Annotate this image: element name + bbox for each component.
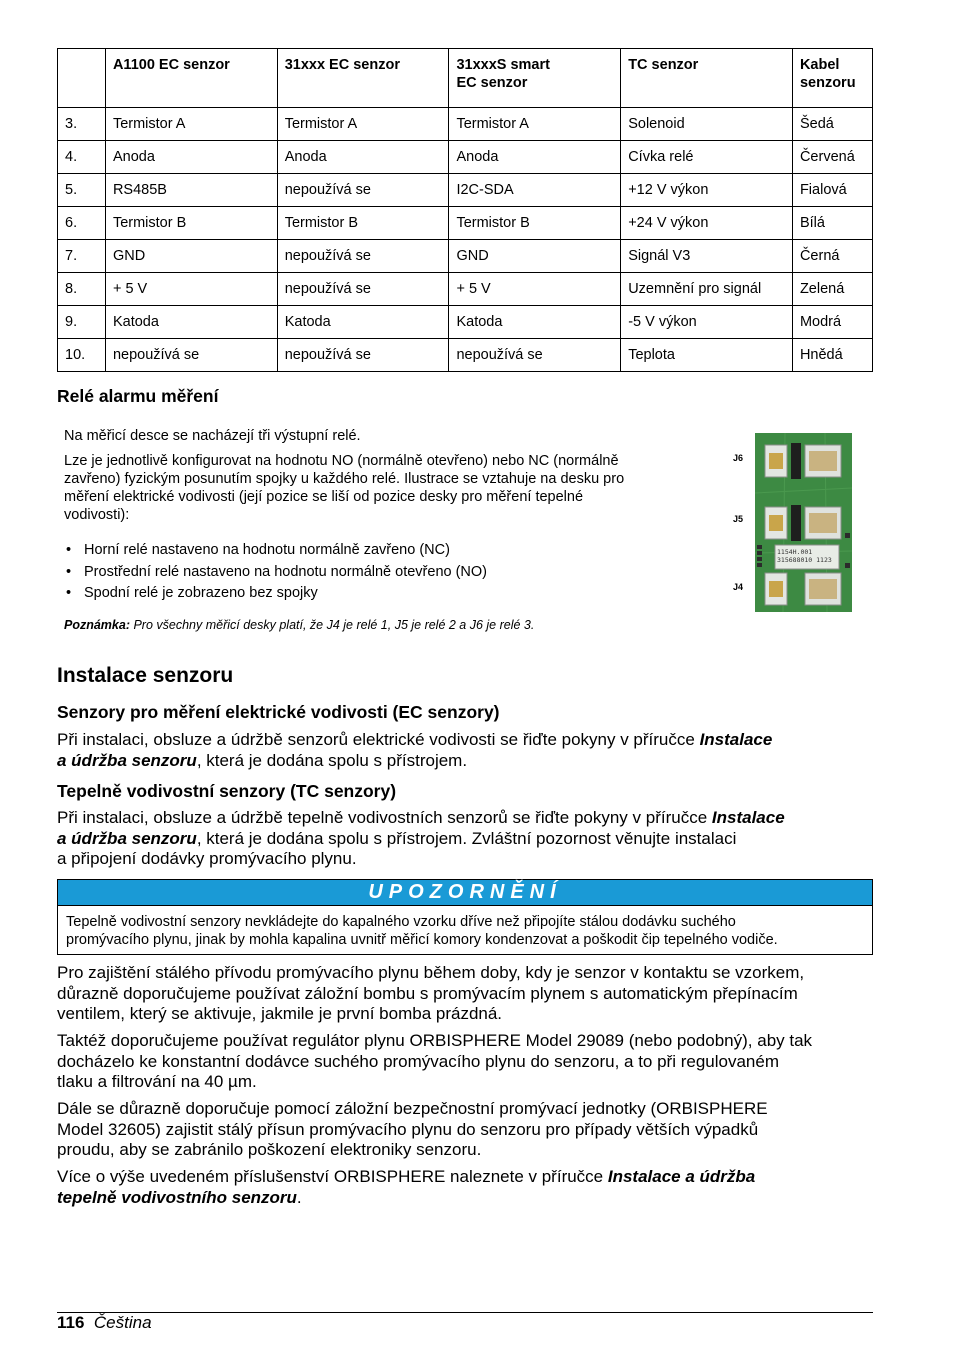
- table-cell: +12 V výkon: [621, 174, 793, 207]
- board-chip-label: 1154H.001 315688010 1123: [777, 548, 832, 564]
- relay-description: Lze je jednotlivě konfigurovat na hodnotu NO (normálně otevřeno) nebo NC (normálně zavřeno) fyzickým posunutím spojky u každého relé. Ilustrace se vztahuje na desku pro měření elektrické vodivosti (její pozice se liší od pozice desky pro měření tepelné vodivosti):: [64, 453, 625, 523]
- tc-paragraph: Při instalaci, obsluze a údržbě tepelně vodivostních senzorů se řiďte pokyny v příručce Instalace a údržba senzoru, která je dodána spolu s přístrojem. Zvláštní pozornost věnujte instalaci a připojení dodávky promývacího plynu.: [57, 808, 785, 868]
- table-cell: I2C-SDA: [449, 174, 621, 207]
- paragraph-gas-regulator: Taktéž doporučujeme používat regulátor plynu ORBISPHERE Model 29089 (nebo podobný), aby tak docházelo ke konstantní dodávce suchého promývacího plynu do senzoru, a to při regulovaném tlaku a filtrování na 40 µm.: [57, 1031, 813, 1091]
- table-cell: Signál V3: [621, 240, 793, 273]
- table-cell: Zelená: [792, 273, 872, 306]
- table-row: [58, 240, 873, 273]
- table-cell: Katoda: [105, 306, 277, 339]
- table-cell: 5.: [58, 174, 106, 207]
- table-cell: Termistor A: [277, 108, 449, 141]
- table-row: [58, 273, 873, 306]
- table-cell: Anoda: [277, 141, 449, 174]
- table-row: [58, 306, 873, 339]
- table-header-cell: A1100 EC senzor: [105, 49, 277, 108]
- relay-bullet-list: [64, 541, 704, 606]
- table-cell: Termistor A: [105, 108, 277, 141]
- note-label: Poznámka:: [64, 618, 130, 632]
- table-cell: Hnědá: [792, 339, 872, 372]
- table-cell: Černá: [792, 240, 872, 273]
- table-header-cell: 31xxx EC senzor: [277, 49, 449, 108]
- relay-section-title: Relé alarmu měření: [57, 386, 219, 406]
- table-cell: Termistor B: [105, 207, 277, 240]
- relay-note: [64, 618, 534, 632]
- list-item: • Prostřední relé nastaveno na hodnotu normálně otevřeno (NO): [64, 563, 704, 585]
- table-cell: nepoužívá se: [449, 339, 621, 372]
- table-cell: Modrá: [792, 306, 872, 339]
- page-number: 116: [57, 1313, 85, 1332]
- warning-heading: UPOZORNĚNÍ: [58, 880, 872, 906]
- table-cell: GND: [105, 240, 277, 273]
- table-cell: 10.: [58, 339, 106, 372]
- table-cell: Uzemnění pro signál: [621, 273, 793, 306]
- table-cell: Cívka relé: [621, 141, 793, 174]
- table-cell: Termistor B: [449, 207, 621, 240]
- table-row: [58, 141, 873, 174]
- table-cell: GND: [449, 240, 621, 273]
- ec-section-title: Senzory pro měření elektrické vodivosti (EC senzory): [57, 702, 500, 722]
- ec-paragraph: Při instalaci, obsluze a údržbě senzorů elektrické vodivosti se řiďte pokyny v příručce Instalace a údržba senzoru, která je dodána spolu s přístrojem.: [57, 730, 773, 770]
- table-cell: Termistor A: [449, 108, 621, 141]
- table-header-cell: [58, 49, 106, 108]
- table-cell: Katoda: [277, 306, 449, 339]
- paragraph-purge-unit: Dále se důrazně doporučuje pomocí záložní bezpečnostní promývací jednotky (ORBISPHERE Model 32605) zajistit stálý přísun promývacího plynu do senzoru pro případy větších výpadků proudu, aby se zabránilo poškození elektroniky senzoru.: [57, 1099, 768, 1159]
- table-cell: 4.: [58, 141, 106, 174]
- table-cell: RS485B: [105, 174, 277, 207]
- table-cell: Červená: [792, 141, 872, 174]
- table-cell: nepoužívá se: [277, 339, 449, 372]
- footer-divider: [57, 1312, 873, 1313]
- table-cell: Solenoid: [621, 108, 793, 141]
- figure-label-j5: J5: [733, 514, 744, 524]
- install-section-title: Instalace senzoru: [57, 664, 234, 687]
- list-item: • Spodní relé je zobrazeno bez spojky: [64, 584, 704, 606]
- table-header-cell: Kabel senzoru: [792, 49, 872, 108]
- table-row: [58, 339, 873, 372]
- relay-board-drawing: [755, 433, 852, 612]
- note-text: Pro všechny měřicí desky platí, že J4 je relé 1, J5 je relé 2 a J6 je relé 3.: [130, 618, 535, 632]
- table-cell: 6.: [58, 207, 106, 240]
- paragraph-manual-reference: Více o výše uvedeném příslušenství ORBISPHERE naleznete v příručce Instalace a údržba tepelně vodivostního senzoru.: [57, 1167, 756, 1207]
- table-cell: Termistor B: [277, 207, 449, 240]
- footer-language: Čeština: [93, 1313, 152, 1332]
- table-cell: nepoužívá se: [277, 240, 449, 273]
- relay-board-image: [755, 433, 852, 612]
- figure-label-j4: J4: [733, 582, 744, 592]
- page-footer: [57, 1313, 152, 1333]
- table-row: [58, 207, 873, 240]
- table-row: [58, 108, 873, 141]
- list-item: • Horní relé nastaveno na hodnotu normálně zavřeno (NC): [64, 541, 704, 563]
- table-cell: Anoda: [449, 141, 621, 174]
- table-cell: + 5 V: [449, 273, 621, 306]
- table-cell: Teplota: [621, 339, 793, 372]
- figure-label-j6: J6: [733, 453, 744, 463]
- table-cell: Katoda: [449, 306, 621, 339]
- tc-section-title: Tepelně vodivostní senzory (TC senzory): [57, 781, 397, 801]
- table-cell: -5 V výkon: [621, 306, 793, 339]
- table-header-cell: 31xxxS smart EC senzor: [449, 49, 621, 108]
- table-cell: +24 V výkon: [621, 207, 793, 240]
- table-header-row: [58, 49, 873, 108]
- relay-intro: Na měřicí desce se nacházejí tři výstupní relé.: [64, 428, 361, 444]
- paragraph-backup-cylinder: Pro zajištění stálého přívodu promývacího plynu během doby, kdy je senzor v kontaktu se vzorkem, důrazně doporučujeme používat záložní bombu s promývacím plynem s automatickým přepínacím ventilem, který se aktivuje, jakmile je první bomba prázdná.: [57, 963, 805, 1023]
- table-cell: Šedá: [792, 108, 872, 141]
- table-header-cell: TC senzor: [621, 49, 793, 108]
- table-cell: 8.: [58, 273, 106, 306]
- table-row: [58, 174, 873, 207]
- table-cell: Fialová: [792, 174, 872, 207]
- table-cell: Anoda: [105, 141, 277, 174]
- warning-text: Tepelně vodivostní senzory nevkládejte do kapalného vzorku dříve než připojíte stálou dodávku suchého promývacího plynu, jinak by mohla kapalina uvnitř měřicí komory kondenzovat a poškodit čip tepelného vodiče.: [66, 914, 778, 948]
- table-cell: nepoužívá se: [277, 273, 449, 306]
- table-cell: 3.: [58, 108, 106, 141]
- table-cell: 9.: [58, 306, 106, 339]
- table-cell: 7.: [58, 240, 106, 273]
- pin-table: [57, 48, 873, 372]
- table-cell: nepoužívá se: [105, 339, 277, 372]
- table-cell: + 5 V: [105, 273, 277, 306]
- warning-box: [57, 879, 873, 955]
- table-cell: nepoužívá se: [277, 174, 449, 207]
- table-cell: Bílá: [792, 207, 872, 240]
